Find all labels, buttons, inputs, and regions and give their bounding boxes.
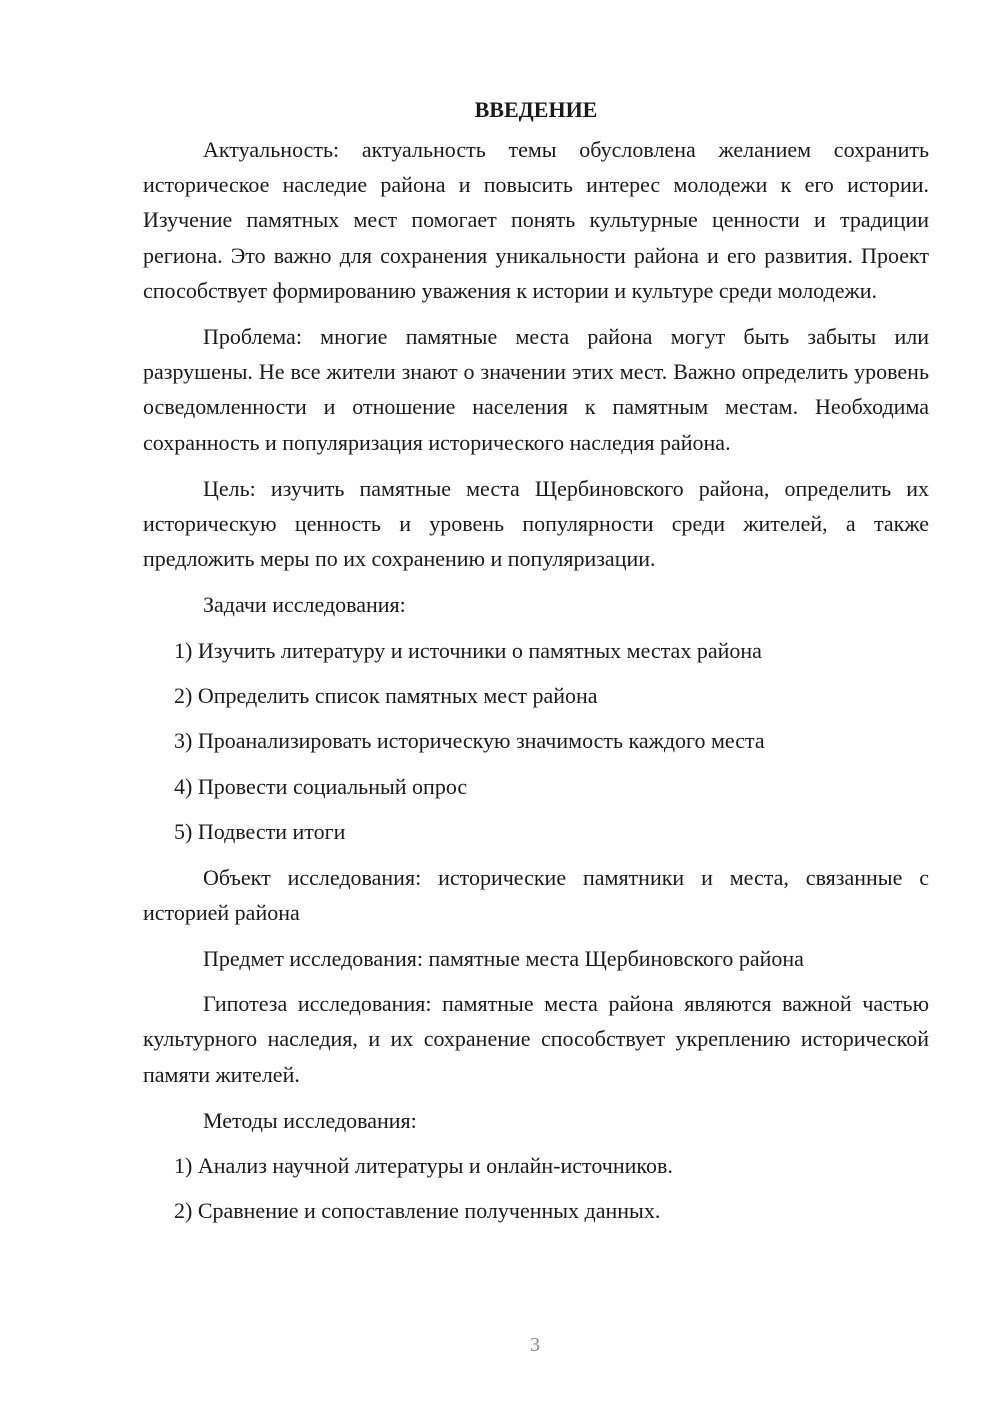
tasks-heading: Задачи исследования:	[203, 592, 406, 618]
subject-paragraph: Предмет исследования: памятные места Щербиновского района	[203, 946, 804, 971]
object-paragraph: Объект исследования: исторические памятники и места, связанные с историей района	[143, 864, 929, 925]
page-number: 3	[530, 1334, 540, 1356]
list-item: 4) Провести социальный опрос	[174, 773, 468, 799]
list-item: 2) Определить список памятных мест района	[174, 683, 598, 709]
tasks-list	[143, 633, 929, 850]
list-item: 5) Подвести итоги	[174, 819, 346, 845]
list-item: 1) Анализ научной литературы и онлайн-источников.	[174, 1153, 673, 1179]
document-page	[143, 92, 929, 1239]
problem-paragraph: Проблема: многие памятные места района могут быть забыты или разрушены. Не все жители знают о значении этих мест. Важно определить уровень осведомленности и отношение населения к памятным местам. Необходима сохранность и популяризация исторического наследия района.	[143, 324, 929, 455]
list-item: 3) Проанализировать историческую значимость каждого места	[174, 728, 765, 754]
list-item: 2) Сравнение и сопоставление полученных данных.	[174, 1198, 661, 1224]
goal-paragraph: Цель: изучить памятные места Щербиновского района, определить их историческую ценность и уровень популярности среди жителей, а также предложить меры по их сохранению и популяризации.	[143, 475, 929, 572]
hypothesis-paragraph: Гипотеза исследования: памятные места района являются важной частью культурного наследия, и их сохранение способствует укреплению исторической памяти жителей.	[143, 991, 929, 1087]
relevance-paragraph: Актуальность: актуальность темы обусловлена желанием сохранить историческое наследие района и повысить интерес молодежи к его истории. Изучение памятных мест помогает понять культурные ценности и традиции региона. Это важно для сохранения уникальности района и его развития. Проект способствует формированию уважения к истории и культуре среди молодежи.	[143, 137, 929, 303]
list-item: 1) Изучить литературу и источники о памятных местах района	[174, 637, 762, 663]
page-title: ВВЕДЕНИЕ	[474, 97, 598, 122]
methods-heading: Методы исследования:	[203, 1107, 417, 1133]
methods-list	[143, 1148, 929, 1229]
